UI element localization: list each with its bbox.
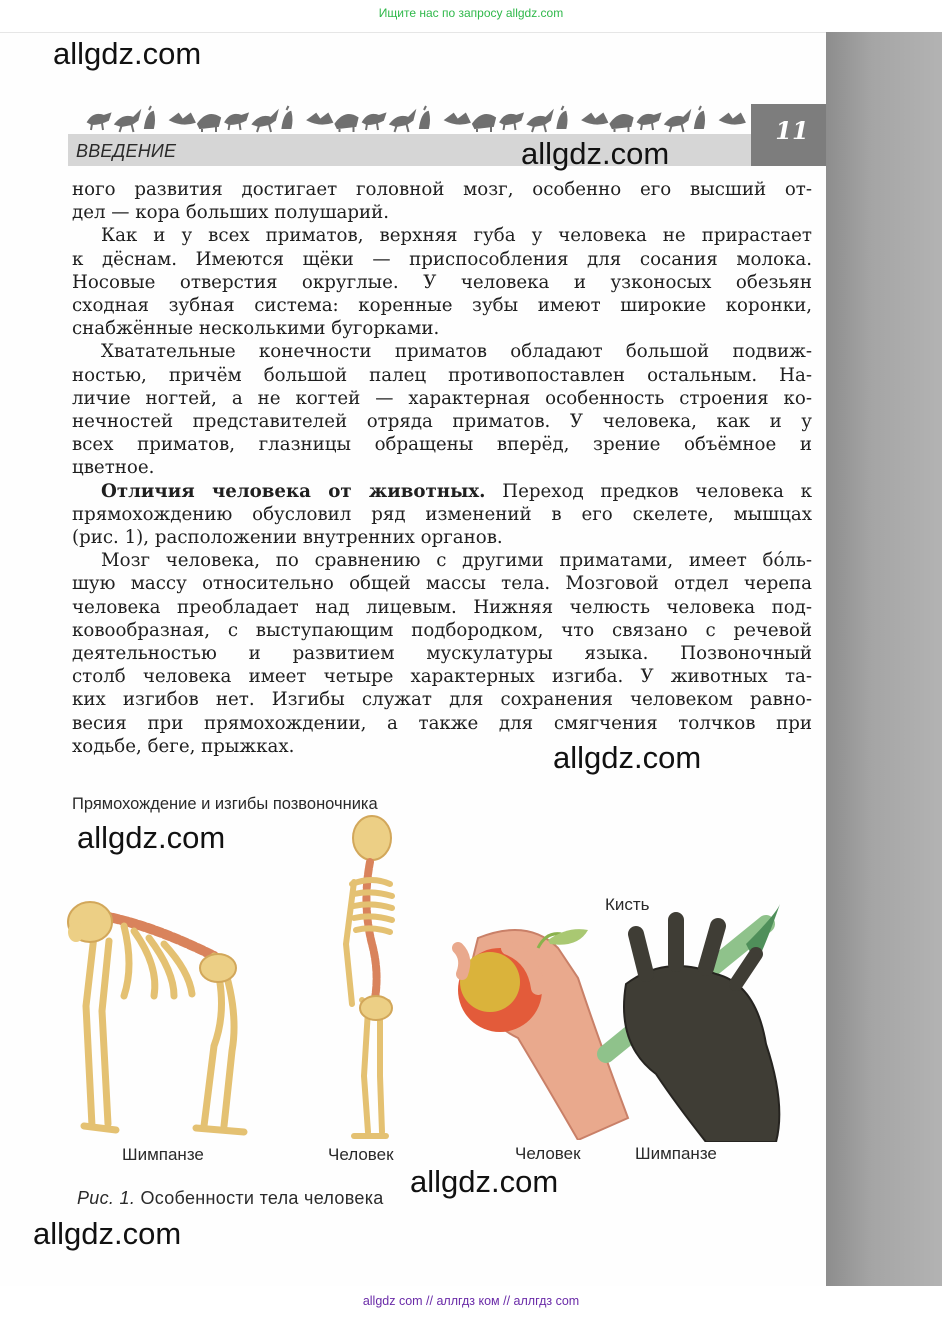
- figure-caption-text: Особенности тела человека: [135, 1188, 384, 1208]
- watermark: allgdz.com: [553, 740, 702, 775]
- text-line: Мозг человека, по сравнению с другими приматами, имеет бóль-: [101, 550, 812, 572]
- page-edge-strip: [826, 32, 942, 1286]
- animal-silhouette-icon: [226, 114, 248, 130]
- animal-silhouette-icon: [721, 114, 745, 124]
- text-line: личие ногтей, а не когтей — характерная особенность строения ко-: [72, 387, 812, 409]
- text-line: ких изгибов нет. Изгибы служат для сохранения человеком равно-: [72, 689, 812, 711]
- animal-silhouette-icon: [308, 114, 332, 124]
- text-line: цветное.: [72, 457, 155, 479]
- animal-silhouettes-decoration: [86, 104, 748, 134]
- label-human-skeleton: Человек: [328, 1145, 394, 1164]
- text-line: Как и у всех приматов, верхняя губа у человека не прирастает: [101, 225, 812, 247]
- watermark: allgdz.com: [53, 36, 202, 71]
- watermark: allgdz.com: [410, 1164, 559, 1199]
- figure-caption: [77, 1188, 384, 1209]
- paragraph: [72, 178, 812, 224]
- figure-number: Рис. 1.: [77, 1188, 136, 1208]
- text-line: всех приматов, глазницы обращены вперёд, зрение объёмное и: [72, 434, 812, 456]
- text-line: (рис. 1), расположении внутренних органов.: [72, 527, 503, 549]
- label-chimpanzee-skeleton: Шимпанзе: [122, 1145, 204, 1164]
- animal-silhouette-icon: [446, 114, 470, 124]
- animal-silhouette-icon: [253, 112, 277, 132]
- section-title: ВВЕДЕНИЕ: [76, 141, 177, 161]
- text-line: Хватательные конечности приматов обладают большой подвиж-: [101, 341, 812, 363]
- text-line: [72, 480, 812, 503]
- animal-silhouette-icon: [116, 112, 140, 132]
- human-skeleton-illustration: [332, 814, 422, 1152]
- text-line: ходьбе, беге, прыжках.: [72, 735, 295, 757]
- watermark: allgdz.com: [33, 1216, 182, 1251]
- body-text: [72, 178, 812, 758]
- label-chimpanzee-hand: Шимпанзе: [635, 1144, 717, 1163]
- text-line: шую массу относительно общей массы тела. Мозговой отдел черепа: [72, 573, 812, 595]
- text-line: нечностей представителей отряда приматов. У человека, как и у: [72, 411, 812, 433]
- text-line: Носовые отверстия округлые. У человека и узконосых обезьян: [72, 271, 812, 293]
- chimpanzee-skeleton-illustration: [64, 886, 264, 1152]
- animal-silhouette-icon: [336, 115, 358, 132]
- subheading-differences: Отличия человека от животных.: [101, 480, 486, 502]
- animal-silhouette-icon: [391, 112, 415, 132]
- chimpanzee-hand-illustration: [596, 904, 792, 1146]
- watermark: allgdz.com: [521, 136, 670, 171]
- animal-silhouette-icon: [611, 115, 633, 132]
- paragraph: [72, 224, 812, 340]
- animal-silhouette-icon: [528, 112, 552, 132]
- text-line: прямохождению обусловил ряд изменений в его скелете, мышцах: [72, 503, 812, 525]
- text-line: ностью, причём большой палец противопоставлен остальным. На-: [72, 364, 812, 386]
- text-line: деятельностью и развитием мускулатуры языка. Позвоночный: [72, 643, 812, 665]
- text-fragment: Переход предков человека к: [485, 480, 812, 502]
- animal-silhouette-icon: [145, 106, 154, 128]
- text-line: сходная зубная система: коренные зубы имеют широкие коронки,: [72, 295, 812, 317]
- animal-silhouette-icon: [420, 106, 429, 128]
- paragraph: [72, 480, 812, 550]
- text-line: ковообразная, с выступающим подбородком, что связано с речевой: [72, 619, 812, 641]
- text-line: ного развития достигает головной мозг, особенно его высший от-: [72, 179, 812, 200]
- text-line: столб человека имеет четыре характерных изгиба. У животных та-: [72, 666, 812, 688]
- animal-silhouette-icon: [283, 106, 292, 128]
- animal-silhouette-icon: [198, 115, 220, 132]
- paragraph: [72, 340, 812, 479]
- animal-silhouette-icon: [473, 115, 495, 132]
- animal-silhouette-icon: [583, 114, 607, 124]
- animal-silhouette-icon: [666, 112, 690, 132]
- text-line: к дёснам. Имеются щёки — приспособления для сосания молока.: [72, 248, 812, 270]
- animal-silhouette-icon: [88, 114, 110, 130]
- animal-silhouette-icon: [638, 114, 660, 130]
- top-banner[interactable]: Ищите нас по запросу allgdz.com: [378, 6, 564, 20]
- page-number: 11: [775, 116, 809, 145]
- label-hand: Кисть: [605, 895, 650, 914]
- bottom-links[interactable]: allgdz com // аллгдз ком // аллгдз com: [362, 1294, 580, 1308]
- text-line: весия при прямохождении, а также для смягчения толчков при: [72, 712, 812, 734]
- text-line: снабжённые несколькими бугорками.: [72, 318, 440, 340]
- animal-silhouette-icon: [501, 114, 523, 130]
- animal-silhouette-icon: [558, 106, 567, 128]
- text-line: дел — кора больших полушарий.: [72, 202, 390, 224]
- figure-title: Прямохождение и изгибы позвоночника: [72, 795, 378, 813]
- label-human-hand: Человек: [515, 1144, 581, 1163]
- animal-silhouette-icon: [171, 114, 195, 124]
- text-line: человека преобладает над лицевым. Нижняя челюсть человека под-: [72, 596, 812, 618]
- animal-silhouette-icon: [363, 114, 385, 130]
- paragraph: [72, 549, 812, 758]
- watermark: allgdz.com: [77, 820, 226, 855]
- animal-silhouette-icon: [695, 106, 704, 128]
